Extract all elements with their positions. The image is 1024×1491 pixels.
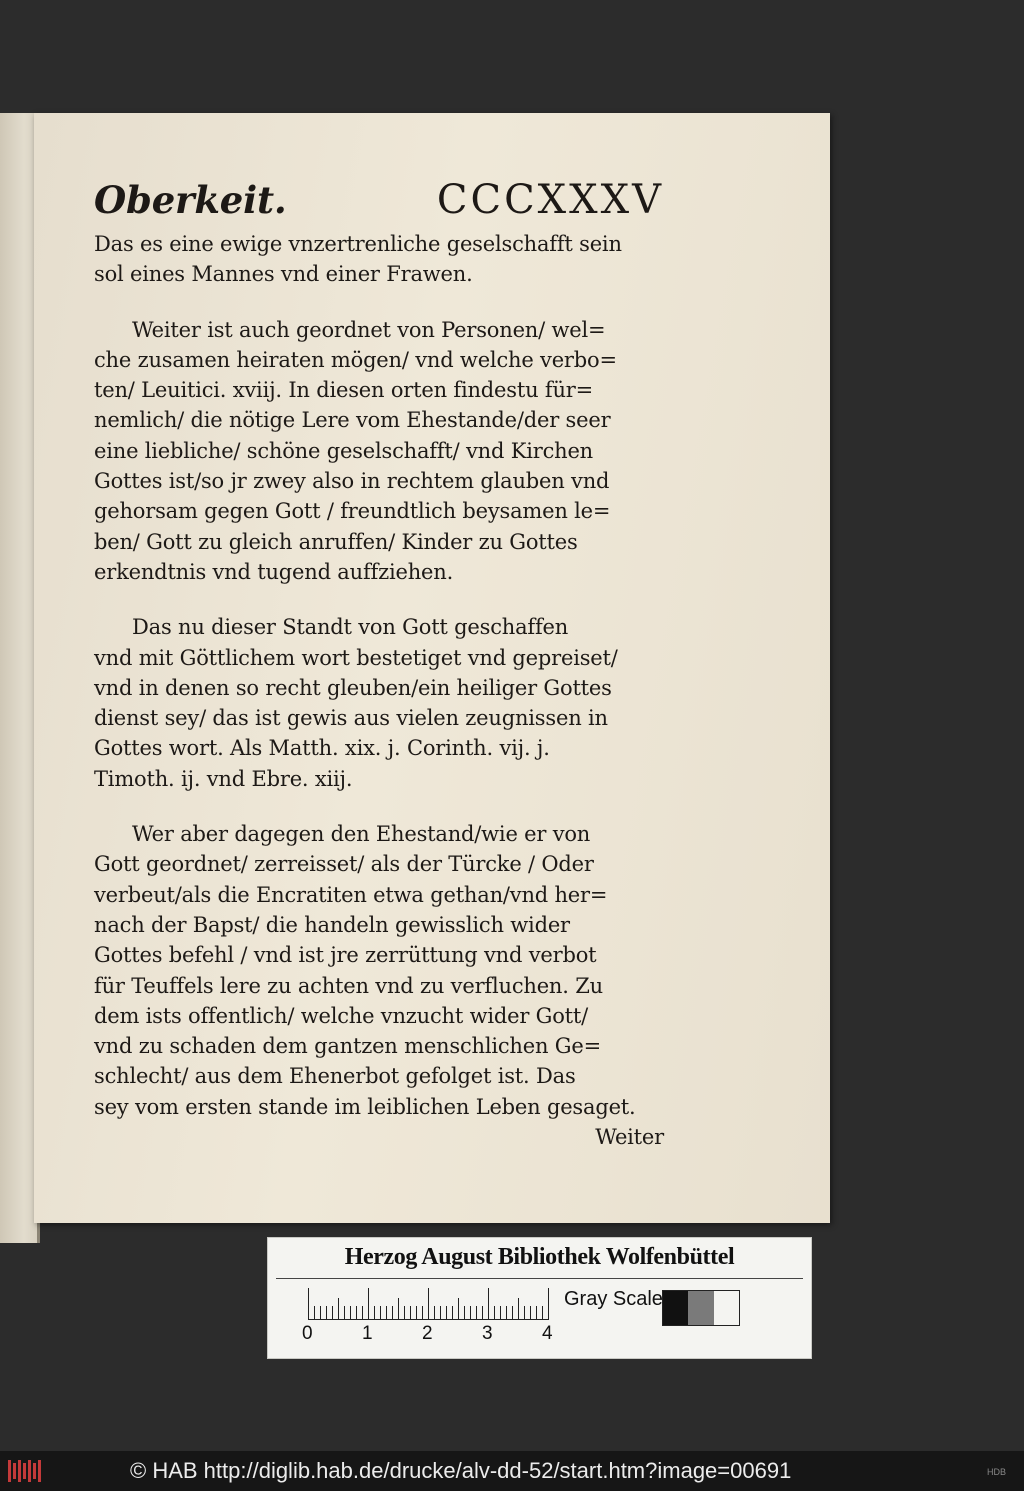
- ruler-tick: [362, 1306, 363, 1320]
- body-paragraphs: [94, 229, 664, 1122]
- ruler-tick: [494, 1306, 495, 1320]
- gray-scale-label: Gray Scale: [564, 1288, 663, 1310]
- ruler-tick: [368, 1288, 369, 1320]
- text-line: che zusamen heiraten mögen/ vnd welche verbo=: [94, 347, 617, 372]
- catchword: Weiter: [595, 1125, 664, 1150]
- footer-mark: HDB: [986, 1467, 1006, 1477]
- ruler-tick: [332, 1306, 333, 1320]
- text-line: Gottes wort. Als Matth. xix. j. Corinth. vij. j.: [94, 736, 550, 761]
- ruler-tick: [476, 1306, 477, 1320]
- ruler-ticks: [308, 1288, 548, 1320]
- viewer-footer: [0, 1451, 1024, 1491]
- gray-scale-patches: [662, 1290, 740, 1326]
- ruler-tick: [482, 1306, 483, 1320]
- card-divider: [276, 1278, 803, 1279]
- ruler-tick: [380, 1306, 381, 1320]
- ruler-tick: [308, 1288, 309, 1320]
- ruler-tick: [548, 1288, 549, 1320]
- ruler-tick: [374, 1306, 375, 1320]
- ruler-baseline: [308, 1319, 548, 1320]
- ruler-tick: [326, 1306, 327, 1320]
- ruler-tick: [512, 1306, 513, 1320]
- ruler-tick: [530, 1306, 531, 1320]
- ruler-number: 4: [542, 1323, 553, 1344]
- ruler-tick: [536, 1306, 537, 1320]
- text-line: vnd in denen so recht gleuben/ein heiliger Gottes: [94, 675, 612, 700]
- ruler-tick: [314, 1306, 315, 1320]
- color-target-card: [267, 1237, 812, 1359]
- document-page: [34, 113, 830, 1223]
- gray-patch: [663, 1291, 688, 1325]
- text-line: nach der Bapst/ die handeln gewisslich wider: [94, 912, 570, 937]
- text-line: sol eines Mannes vnd einer Frawen.: [94, 262, 473, 287]
- text-line: erkendtnis vnd tugend auffziehen.: [94, 559, 454, 584]
- gray-patch: [688, 1291, 713, 1325]
- text-line: eine liebliche/ schöne geselschafft/ vnd Kirchen: [94, 438, 594, 463]
- ruler-tick: [320, 1306, 321, 1320]
- text-line: Gott geordnet/ zerreisset/ als der Türcke / Oder: [94, 852, 594, 877]
- text-line: dem ists offentlich/ welche vnzucht wider Gott/: [94, 1003, 589, 1028]
- ruler-number: 0: [302, 1323, 313, 1344]
- ruler-tick: [428, 1288, 429, 1320]
- ruler-tick: [488, 1288, 489, 1320]
- text-line: sey vom ersten stande im leiblichen Leben gesaget.: [94, 1094, 636, 1119]
- text-line: Wer aber dagegen den Ehestand/wie er von: [132, 822, 591, 847]
- ruler-tick: [386, 1306, 387, 1320]
- ruler-tick: [440, 1306, 441, 1320]
- ruler-number: 1: [362, 1323, 373, 1344]
- ruler-number: 3: [482, 1323, 493, 1344]
- ruler-tick: [356, 1306, 357, 1320]
- library-name: Herzog August Bibliothek Wolfenbüttel: [344, 1244, 735, 1270]
- ruler-tick: [506, 1306, 507, 1320]
- ruler-tick: [416, 1306, 417, 1320]
- text-line: vnd mit Göttlichem wort bestetiget vnd gepreiset/: [94, 645, 618, 670]
- text-line: ten/ Leuitici. xviij. In diesen orten findestu für=: [94, 378, 594, 403]
- text-line: Weiter ist auch geordnet von Personen/ wel=: [132, 317, 606, 342]
- page-header: [94, 177, 664, 235]
- page-text-block: [94, 177, 664, 1152]
- ruler-tick: [458, 1298, 459, 1320]
- text-line: schlecht/ aus dem Ehenerbot gefolget ist. Das: [94, 1064, 576, 1089]
- hab-logo-icon: [8, 1460, 44, 1482]
- text-line: gehorsam gegen Gott / freundtlich beysamen le=: [94, 499, 611, 524]
- text-line: ben/ Gott zu gleich anruffen/ Kinder zu Gottes: [94, 529, 578, 554]
- ruler-tick: [452, 1306, 453, 1320]
- paragraph: [94, 819, 664, 1122]
- ruler-tick: [470, 1306, 471, 1320]
- ruler-tick: [542, 1306, 543, 1320]
- gray-patch: [714, 1291, 739, 1325]
- text-line: Timoth. ij. vnd Ebre. xiij.: [94, 766, 353, 791]
- paragraph: [94, 612, 664, 794]
- ruler-number: 2: [422, 1323, 433, 1344]
- copyright-link[interactable]: © HAB http://diglib.hab.de/drucke/alv-dd-52/start.htm?image=00691: [130, 1458, 792, 1483]
- ruler-tick: [464, 1306, 465, 1320]
- ruler-tick: [344, 1306, 345, 1320]
- text-line: für Teuffels lere zu achten vnd zu verfluchen. Zu: [94, 973, 603, 998]
- ruler-tick: [500, 1306, 501, 1320]
- text-line: Das es eine ewige vnzertrenliche geselschafft sein: [94, 232, 622, 256]
- text-line: Gottes ist/so jr zwey also in rechtem glauben vnd: [94, 469, 610, 494]
- paragraph: [94, 315, 664, 588]
- text-line: dienst sey/ das ist gewis aus vielen zeugnissen in: [94, 706, 608, 731]
- ruler-tick: [434, 1306, 435, 1320]
- ruler-tick: [518, 1298, 519, 1320]
- text-line: vnd zu schaden dem gantzen menschlichen Ge=: [94, 1034, 601, 1059]
- folio-number: CCCXXXV: [436, 177, 664, 223]
- ruler-tick: [338, 1298, 339, 1320]
- running-title: Oberkeit.: [94, 178, 287, 222]
- ruler-tick: [404, 1306, 405, 1320]
- ruler-tick: [398, 1298, 399, 1320]
- text-line: verbeut/als die Encratiten etwa gethan/vnd her=: [94, 882, 608, 907]
- ruler-tick: [350, 1306, 351, 1320]
- ruler-tick: [422, 1306, 423, 1320]
- text-line: nemlich/ die nötige Lere vom Ehestande/der seer: [94, 408, 611, 433]
- ruler-tick: [446, 1306, 447, 1320]
- paragraph: [94, 229, 664, 290]
- ruler-tick: [392, 1306, 393, 1320]
- text-line: Gottes befehl / vnd ist jre zerrüttung vnd verbot: [94, 943, 597, 968]
- ruler-tick: [524, 1306, 525, 1320]
- ruler-tick: [410, 1306, 411, 1320]
- text-line: Das nu dieser Standt von Gott geschaffen: [132, 615, 569, 640]
